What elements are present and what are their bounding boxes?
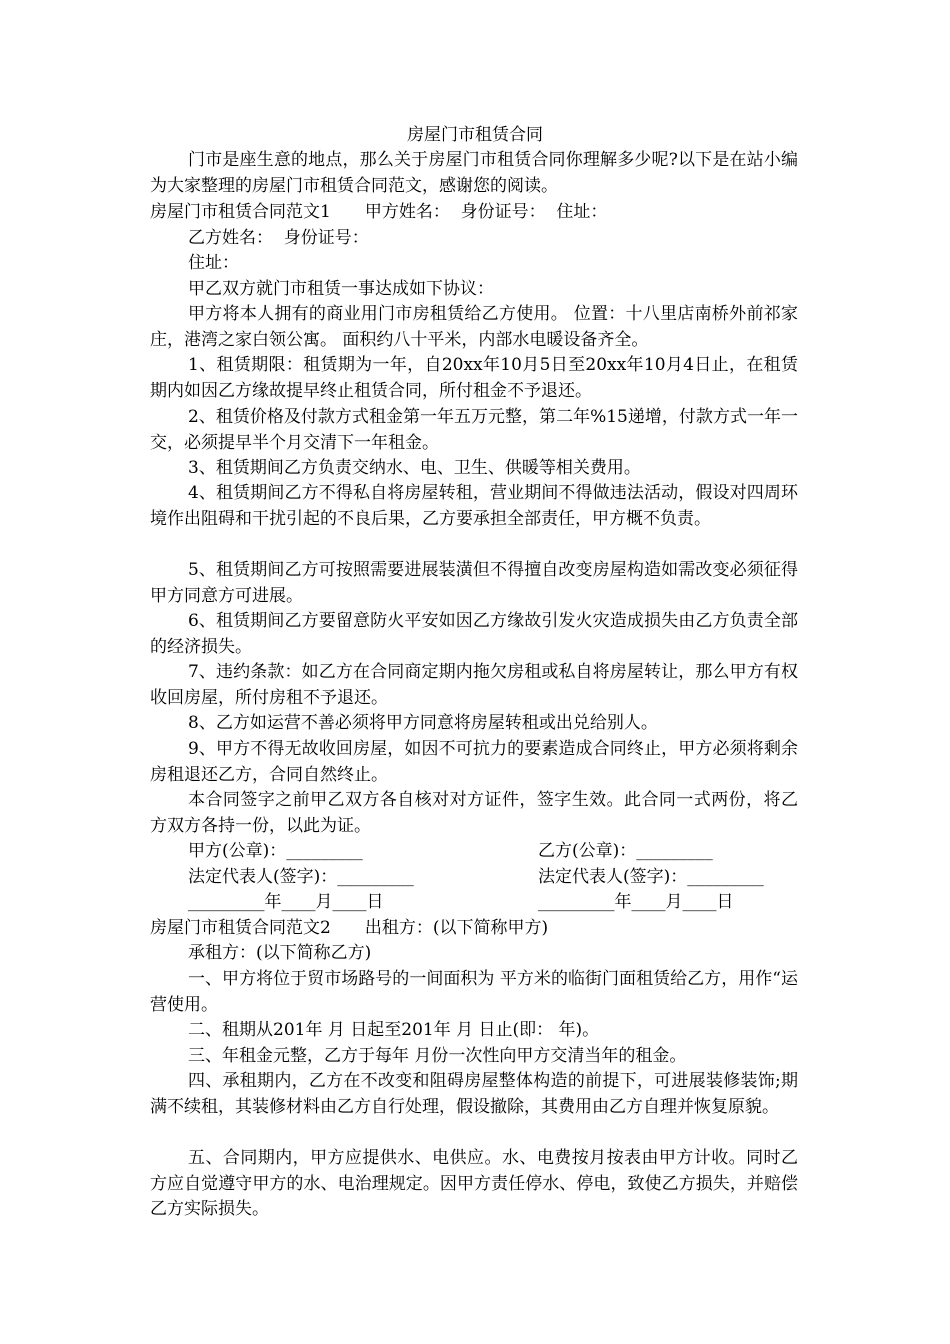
s2-clause-3: 三、年租金元整，乙方于每年 月份一次性向甲方交清当年的租金。 — [188, 1046, 687, 1066]
signing-paragraph: 本合同签字之前甲乙双方各自核对对方证件，签字生效。此合同一式两份，将乙方双方各持一份，以此为证。 — [150, 790, 798, 836]
clause-4: 4、租赁期间乙方不得私自将房屋转租，营业期间不得做违法活动，假设对四周环境作出阻碍和干扰引起的不良后果，乙方要承担全部责任，甲方概不负责。 — [150, 483, 798, 529]
party-a-date: _________年____月____日 — [188, 892, 384, 912]
clause-7: 7、违约条款：如乙方在合同商定期内拖欠房租或私自将房屋转让，那么甲方有权收回房屋，所付房租不予退还。 — [150, 662, 798, 708]
clause-1: 1、租赁期限：租赁期为一年，自20xx年10月5日至20xx年10月4日止，在租赁期内如因乙方缘故提早终止租赁合同，所付租金不予退还。 — [150, 355, 798, 401]
section1-header: 房屋门市租赁合同范文1 甲方姓名： 身份证号： 住址： — [150, 202, 608, 222]
s2-clause-1: 一、甲方将位于贸市场路号的一间面积为 平方米的临街门面租赁给乙方，用作“运营使用。 — [150, 969, 798, 1015]
clause-8: 8、乙方如运营不善必须将甲方同意将房屋转租或出兑给别人。 — [188, 713, 658, 733]
s2-clause-5: 五、合同期内，甲方应提供水、电供应。水、电费按月按表由甲方计收。同时乙方应自觉遵守甲方的水、电治理规定。因甲方责任停水、停电，致使乙方损失，并赔偿乙方实际损失。 — [150, 1148, 798, 1220]
party-b-date: _________年____月____日 — [538, 892, 734, 912]
address-line: 住址： — [188, 253, 239, 273]
party-a-representative: 法定代表人(签字)：_________ — [188, 867, 414, 887]
clause-9: 9、甲方不得无故收回房屋，如因不可抗力的要素造成合同终止，甲方必须将剩余房租退还乙方，合同自然终止。 — [150, 739, 798, 785]
party-b-seal: 乙方(公章)：_________ — [538, 841, 713, 861]
tenant-line: 承租方：(以下简称乙方) — [188, 943, 372, 963]
clause-2: 2、租赁价格及付款方式租金第一年五万元整，第二年%15递增，付款方式一年一交，必须提早半个月交清下一年租金。 — [150, 407, 798, 453]
document-title: 房屋门市租赁合同 — [407, 125, 543, 145]
clause-6: 6、租赁期间乙方要留意防火平安如因乙方缘故引发火灾造成损失由乙方负责全部的经济损失。 — [150, 611, 798, 657]
agreement-line: 甲乙双方就门市租赁一事达成如下协议： — [188, 279, 494, 299]
s2-clause-2: 二、租期从201年 月 日起至201年 月 日止(即： 年)。 — [188, 1020, 600, 1040]
intro-paragraph: 门市是座生意的地点，那么关于房屋门市租赁合同你理解多少呢?以下是在站小编为大家整理的房屋门市租赁合同范文，感谢您的阅读。 — [150, 150, 798, 196]
party-a-seal: 甲方(公章)：_________ — [188, 841, 363, 861]
s2-clause-4: 四、承租期内，乙方在不改变和阻碍房屋整体构造的前提下，可进展装修装饰;期满不续租，其装修材料由乙方自行处理，假设撤除，其费用由乙方自理并恢复原貌。 — [150, 1071, 798, 1117]
party-b-line: 乙方姓名： 身份证号： — [188, 228, 369, 248]
party-b-representative: 法定代表人(签字)：_________ — [538, 867, 764, 887]
clause-3: 3、租赁期间乙方负责交纳水、电、卫生、供暖等相关费用。 — [188, 458, 641, 478]
clause-5: 5、租赁期间乙方可按照需要进展装潢但不得擅自改变房屋构造如需改变必须征得甲方同意方可进展。 — [150, 560, 798, 606]
location-paragraph: 甲方将本人拥有的商业用门市房租赁给乙方使用。 位置：十八里店南桥外前祁家庄，港湾之家白领公寓。 面积约八十平米，内部水电暖设备齐全。 — [150, 304, 798, 350]
section2-header: 房屋门市租赁合同范文2 出租方：(以下简称甲方) — [150, 918, 549, 938]
